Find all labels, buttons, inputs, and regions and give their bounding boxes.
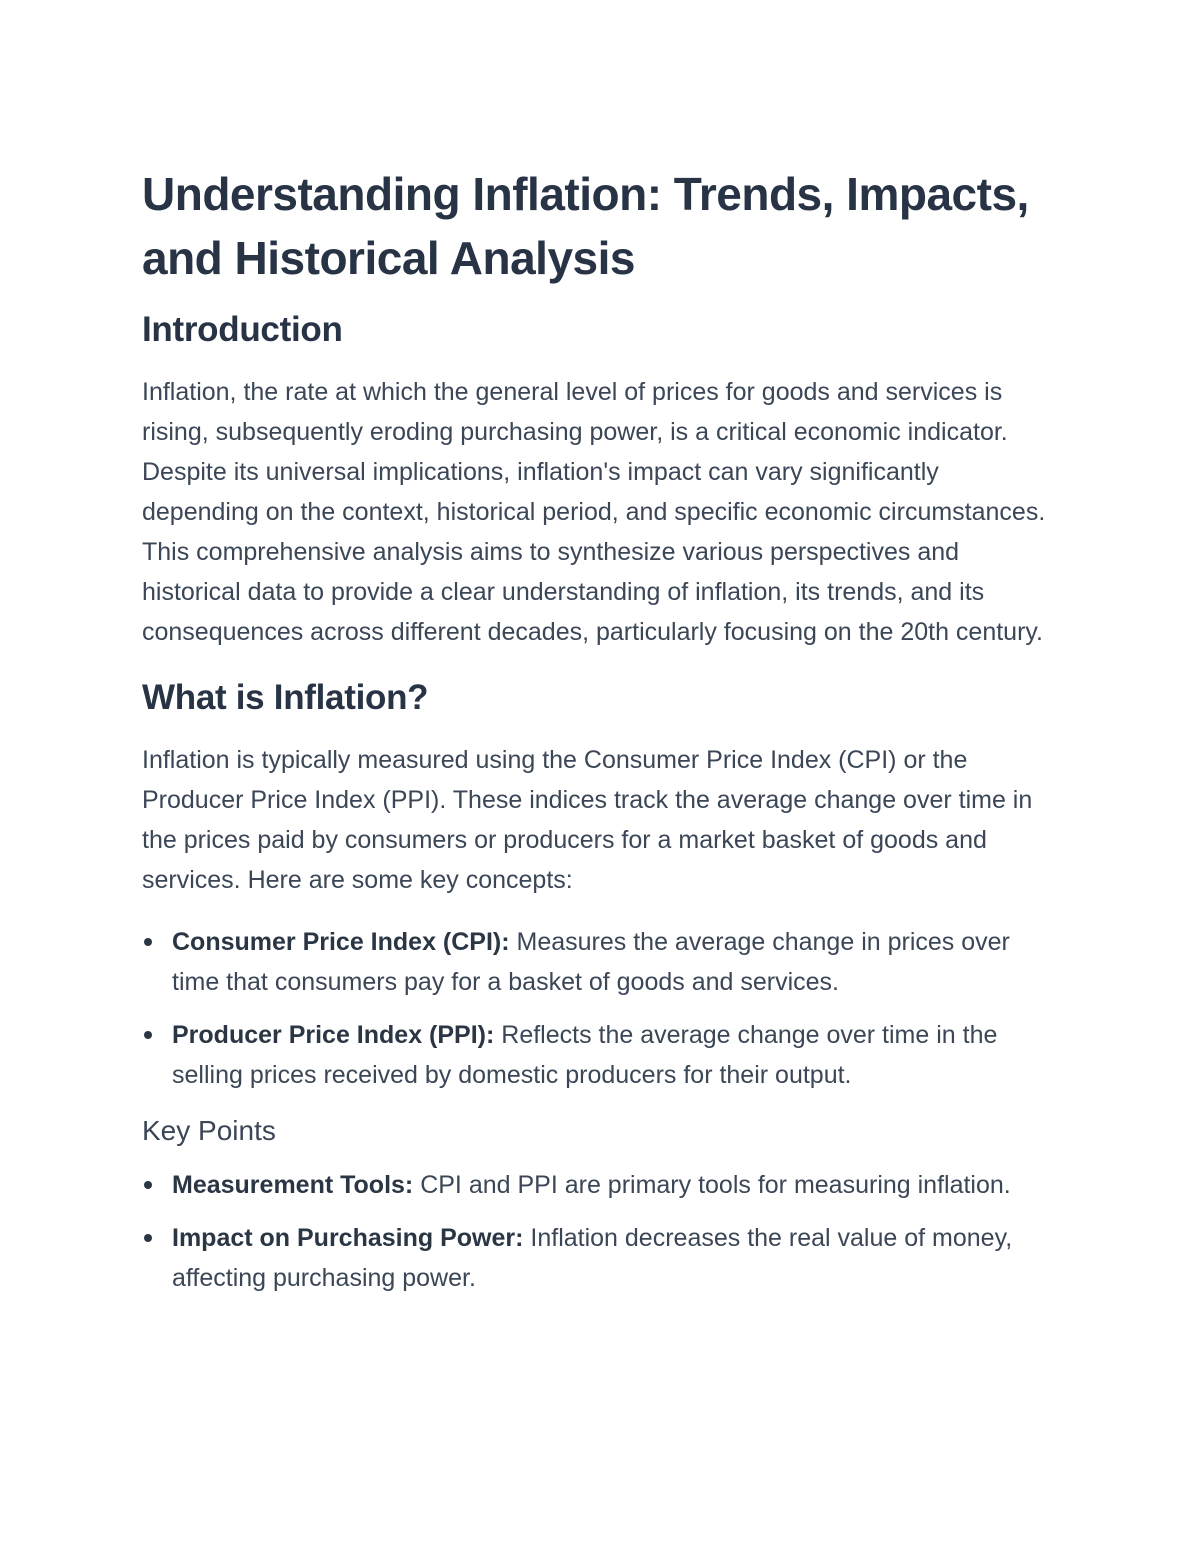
concepts-list — [142, 922, 1062, 1095]
list-item-text: Inflation decreases the real value of money, affecting purchasing power. — [172, 1224, 1013, 1292]
section-heading-introduction: Introduction — [142, 310, 343, 349]
what-is-inflation-paragraph: Inflation is typically measured using the Consumer Price Index (CPI) or the Producer Price Index (PPI). These indices track the average change over time in the prices paid by consumers or producers for a market basket of goods and services. Here are some key concepts: — [142, 746, 1033, 894]
bullet-icon — [144, 938, 152, 946]
list-item-text: Measures the average change in prices over time that consumers pay for a basket of goods and services. — [172, 928, 1010, 996]
list-item-term: Measurement Tools: — [172, 1171, 414, 1199]
bullet-icon — [144, 1031, 152, 1039]
list-item-text: CPI and PPI are primary tools for measuring inflation. — [413, 1171, 1011, 1199]
list-item — [142, 1165, 1062, 1205]
introduction-paragraph: Inflation, the rate at which the general level of prices for goods and services is rising, subsequently eroding purchasing power, is a critical economic indicator. Despite its universal implications, inflation's impact can vary significantly depending on the context, historical period, and specific economic circumstances. This comprehensive analysis aims to synthesize various perspectives and historical data to provide a clear understanding of inflation, its trends, and its consequences across different decades, particularly focusing on the 20th century. — [142, 378, 1046, 646]
document-page — [142, 162, 1062, 1314]
list-item-term: Impact on Purchasing Power: — [172, 1224, 524, 1252]
document-title: Understanding Inflation: Trends, Impacts, and Historical Analysis — [142, 168, 1029, 284]
bullet-icon — [144, 1234, 152, 1242]
list-item-text: Reflects the average change over time in the selling prices received by domestic producers for their output. — [172, 1021, 998, 1089]
list-item — [142, 1218, 1062, 1298]
list-item-term: Producer Price Index (PPI): — [172, 1021, 495, 1049]
list-item-term: Consumer Price Index (CPI): — [172, 928, 510, 956]
bullet-icon — [144, 1181, 152, 1189]
key-points-list — [142, 1165, 1062, 1298]
subheading-key-points: Key Points — [142, 1115, 276, 1146]
list-item — [142, 1015, 1062, 1095]
section-heading-what-is-inflation: What is Inflation? — [142, 678, 429, 717]
list-item — [142, 922, 1062, 1002]
